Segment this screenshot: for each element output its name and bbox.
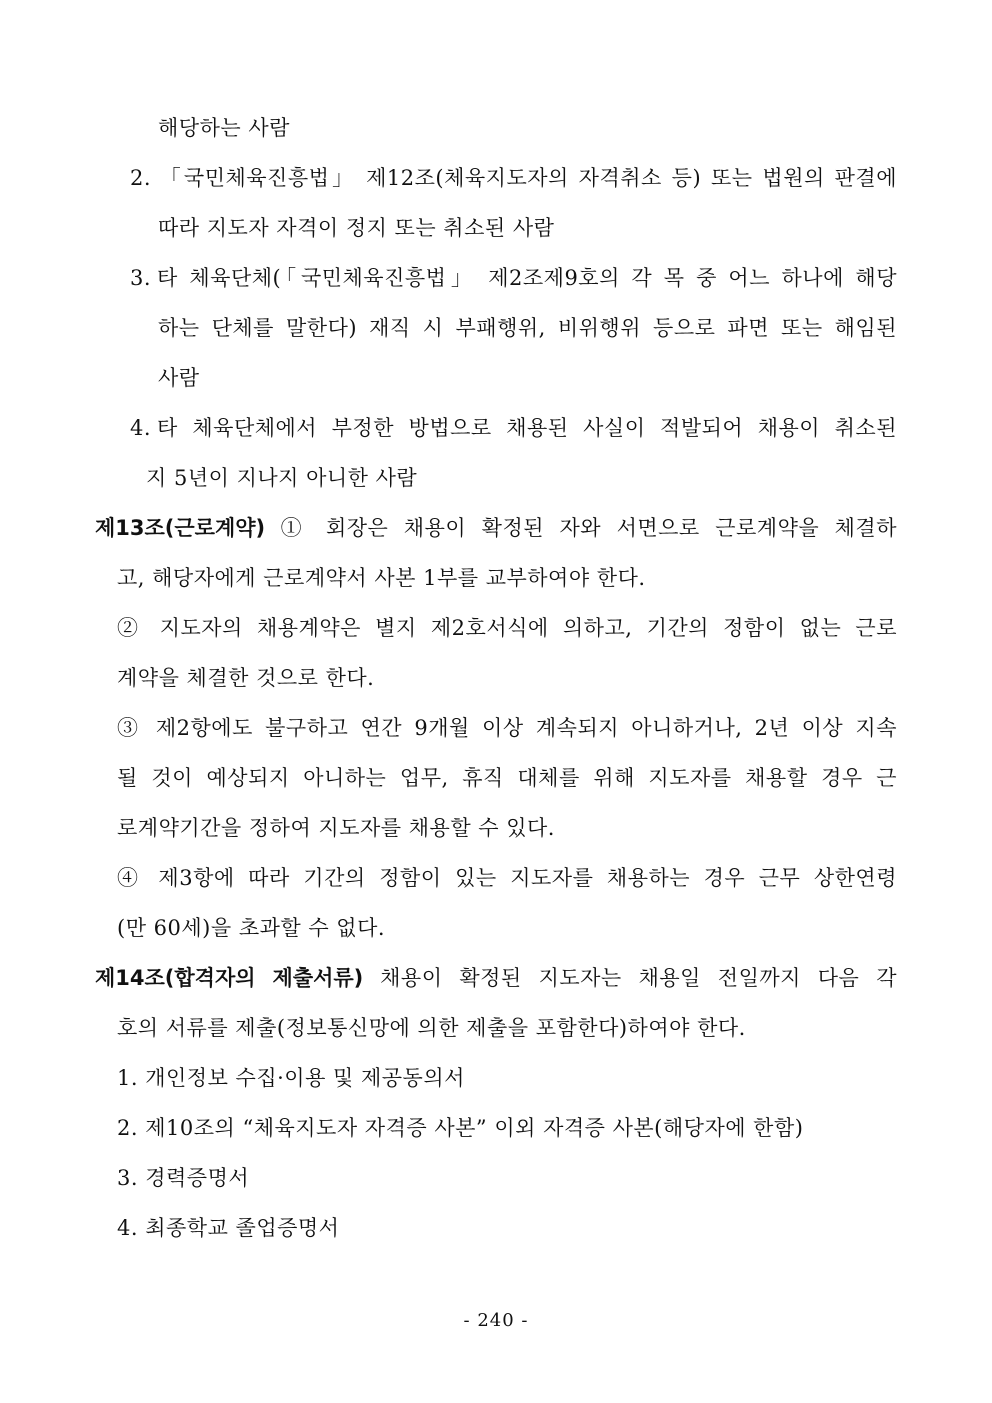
item2-number: 2. (130, 166, 152, 190)
article13-p2-line2: 계약을 체결한 것으로 한다. (117, 666, 375, 690)
item3-line1 (130, 258, 897, 298)
item4-number: 4. (130, 416, 152, 440)
item4-line2: 지 5년이 지나지 아니한 사람 (146, 466, 418, 490)
article14-intro-text: 채용이 확정된 지도자는 채용일 전일까지 다음 각 (380, 966, 897, 990)
item1-continuation: 해당하는 사람 (158, 116, 290, 140)
article14-item2: 2. 제10조의 “체육지도자 자격증 사본” 이외 자격증 사본(해당자에 한함) (117, 1116, 804, 1140)
article14-item3: 3. 경력증명서 (117, 1166, 250, 1190)
article14-item1: 1. 개인정보 수집·이용 및 제공동의서 (117, 1066, 465, 1090)
item4-text: 타 체육단체에서 부정한 방법으로 채용된 사실이 적발되어 채용이 취소된 (157, 416, 897, 440)
item2-line2: 따라 지도자 자격이 정지 또는 취소된 사람 (158, 216, 555, 240)
article13-line1 (95, 508, 897, 548)
article13-p2-line1: ② 지도자의 채용계약은 별지 제2호서식에 의하고, 기간의 정함이 없는 근로 (117, 616, 897, 640)
item2-line1 (130, 158, 897, 198)
article13-p3-line3: 로계약기간을 정하여 지도자를 채용할 수 있다. (117, 816, 555, 840)
item3-text: 타 체육단체(「국민체육진흥법」 제2조제9호의 각 목 중 어느 하나에 해당 (157, 266, 897, 290)
item3-number: 3. (130, 266, 152, 290)
page-number: - 240 - (463, 1310, 529, 1331)
article13-p3-line2: 될 것이 예상되지 아니하는 업무, 휴직 대체를 위해 지도자를 채용할 경우 근 (117, 766, 897, 790)
article13-p1-line2: 고, 해당자에게 근로계약서 사본 1부를 교부하여야 한다. (117, 566, 646, 590)
article13-p4-line1: ④ 제3항에 따라 기간의 정함이 있는 지도자를 채용하는 경우 근무 상한연령 (117, 866, 897, 890)
item3-line2: 하는 단체를 말한다) 재직 시 부패행위, 비위행위 등으로 파면 또는 해임된 (158, 316, 897, 340)
article13-title: 제13조(근로계약) (95, 516, 266, 540)
item4-line1 (130, 408, 897, 448)
article13-p4-line2: (만 60세)을 초과할 수 없다. (117, 916, 386, 940)
item3-line3: 사람 (158, 366, 200, 390)
article13-p1-text: ① 회장은 채용이 확정된 자와 서면으로 근로계약을 체결하 (280, 516, 897, 540)
article13-p3-line1: ③ 제2항에도 불구하고 연간 9개월 이상 계속되지 아니하거나, 2년 이상 지속 (117, 716, 897, 740)
article14-item4: 4. 최종학교 졸업증명서 (117, 1216, 340, 1240)
article14-title: 제14조(합격자의 제출서류) (95, 966, 364, 990)
article14-line1 (95, 958, 897, 998)
article14-intro-line2: 호의 서류를 제출(정보통신망에 의한 제출을 포함한다)하여야 한다. (117, 1016, 746, 1040)
item2-text: 「국민체육진흥법」 제12조(체육지도자의 자격취소 등) 또는 법원의 판결에 (157, 166, 897, 190)
